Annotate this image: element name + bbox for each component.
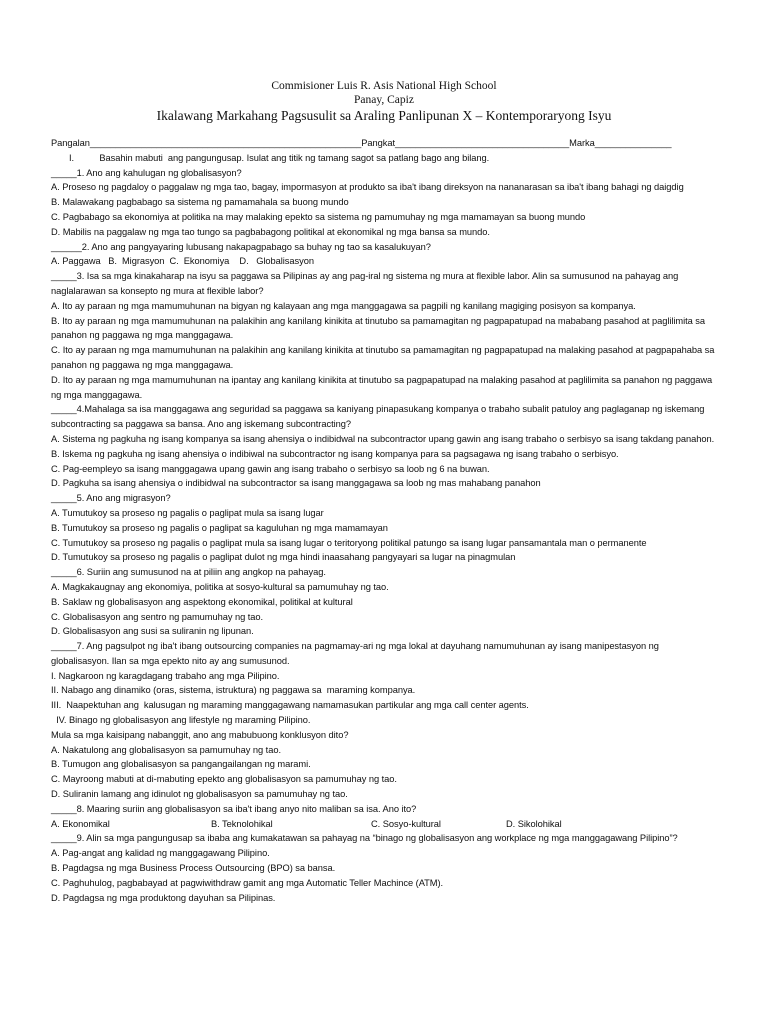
form-fields-row xyxy=(51,136,717,151)
choices-2: A. Paggawa B. Migrasyon C. Ekonomiya D. Globalisasyon xyxy=(51,256,314,267)
choice-9c: C. Paghuhulog, pagbabayad at pagwiwithdraw gamit ang mga Automatic Teller Machince (ATM). xyxy=(51,877,444,888)
question-7: _____7. Ang pagsulpot ng iba't ibang outsourcing companies na pagmamay-ari ng mga lokal at dayuhang namumuhunan ay isang manipestasyon ng globalisasyon. Ilan sa mga epekto nito ay ang sumusunod. xyxy=(51,641,659,666)
section-blank[interactable]: __________________________________ xyxy=(395,138,570,148)
choice-5b: B. Tumutukoy sa proseso ng pagalis o paglipat sa kaguluhan ng mga mamamayan xyxy=(51,522,388,533)
choice-3c: C. Ito ay paraan ng mga mamumuhunan na palakihin ang kanilang kinikita at tinutubo sa pamamagitan ng pagpapatupad na malaking pasahod at pagpapahaba sa panahon ng paggawa ng mga manggagawa. xyxy=(51,345,715,370)
school-location: Panay, Capiz xyxy=(354,94,414,106)
question-5: _____5. Ano ang migrasyon? xyxy=(51,493,171,504)
choice-8a: A. Ekonomikal xyxy=(51,818,110,829)
choice-8b: B. Teknolohikal xyxy=(211,818,273,829)
choice-9a: A. Pag-angat ang kalidad ng manggagawang Pilipino. xyxy=(51,848,270,859)
question-2: ______2. Ano ang pangyayaring lubusang nakapagpabago sa buhay ng tao sa kasalukuyan? xyxy=(51,241,431,252)
exam-body xyxy=(51,136,717,905)
question-3: _____3. Isa sa mga kinakaharap na isyu sa paggawa sa Pilipinas ay ang pag-iral ng sistema ng mura at flexible labor. Alin sa sumusunod na pahayag ang naglalarawan sa konsepto ng mura at flexible labor? xyxy=(51,271,679,296)
choice-7b: B. Tumugon ang globalisasyon sa pangangailangan ng marami. xyxy=(51,759,311,770)
choice-9b: B. Pagdagsa ng mga Business Process Outsourcing (BPO) sa bansa. xyxy=(51,863,336,874)
school-name: Commisioner Luis R. Asis National High School xyxy=(271,80,497,92)
question-8: _____8. Maaring suriin ang globalisasyon sa iba't ibang anyo nito maliban sa isa. Ano ito? xyxy=(51,803,417,814)
choice-5d: D. Tumutukoy sa proseso ng pagalis o paglipat dulot ng mga hindi inaasahang pangyayari sa lugar na pinagmulan xyxy=(51,552,516,563)
section-label: Pangkat xyxy=(361,138,396,148)
choice-7d: D. Suliranin lamang ang idinulot ng globalisasyon sa pamumuhay ng tao. xyxy=(51,789,348,800)
choice-1a: A. Proseso ng pagdaloy o paggalaw ng mga tao, bagay, impormasyon at produkto sa iba't ibang direksyon na nananarasan sa iba't ibang bahagi ng daigdig xyxy=(51,182,684,193)
question-4: _____4.Mahalaga sa isa manggagawa ang seguridad sa paggawa sa kaniyang pinapasukang kompanya o trabaho subalit patuloy ang paglaganap ng iskemang subcontracting sa paggawa sa bansa. Ano ang iskemang subcontracting? xyxy=(51,404,705,430)
choice-1d: D. Mabilis na paggalaw ng mga tao tungo sa pagbabagong politikal at ekonomikal ng mga bansa sa mundo. xyxy=(51,226,490,237)
question-7-prompt: Mula sa mga kaisipang nabanggit, ano ang mabubuong konklusyon dito? xyxy=(51,729,349,740)
question-6: _____6. Suriin ang sumusunod na at piliin ang angkop na pahayag. xyxy=(51,567,326,578)
choice-8d: D. Sikolohikal xyxy=(506,818,562,829)
choice-1c: C. Pagbabago sa ekonomiya at politika na may malaking epekto sa sistema ng pamumuhay ng mga mamamayan sa buong mundo xyxy=(51,211,586,222)
statement-7-iv: IV. Binago ng globalisasyon ang lifestyle ng maraming Pilipino. xyxy=(51,715,311,726)
choice-6a: A. Magkakaugnay ang ekonomiya, politika at sosyo-kultural sa pamumuhay ng tao. xyxy=(51,581,389,592)
score-label: Marka xyxy=(569,138,595,148)
question-1: _____1. Ano ang kahulugan ng globalisasyon? xyxy=(51,167,242,178)
choice-3b: B. Ito ay paraan ng mga mamumuhunan na palakihin ang kanilang kinikita at tinutubo sa pamamagitan ng pagpapatupad na mababang pasahod at paglilimita sa panahon ng paggawa ng mga manggagawa. xyxy=(51,315,706,341)
choice-8c: C. Sosyo-kultural xyxy=(371,818,441,829)
choice-5a: A. Tumutukoy sa proseso ng pagalis o paglipat mula sa isang lugar xyxy=(51,507,324,518)
choices-8 xyxy=(51,817,717,832)
statement-7-iii: III. Naapektuhan ang kalusugan ng maraming manggagawang namamasukan partikular ang mga call center agents. xyxy=(51,700,529,711)
statement-7-ii: II. Nabago ang dinamiko (oras, sistema, istruktura) ng paggawa sa maraming kompanya. xyxy=(51,685,416,696)
choice-7c: C. Mayroong mabuti at di-mabuting epekto ang globalisasyon sa pamumuhay ng tao. xyxy=(51,774,397,785)
choice-6c: C. Globalisasyon ang sentro ng pamumuhay ng tao. xyxy=(51,611,264,622)
choice-1b: B. Malawakang pagbabago sa sistema ng pamamahala sa buong mundo xyxy=(51,197,349,208)
choice-5c: C. Tumutukoy sa proseso ng pagalis o paglipat mula sa isang lugar o teritoryong politikal patungo sa isang lugar pansamantala man o permanente xyxy=(51,537,647,548)
choice-6d: D. Globalisasyon ang susi sa suliranin ng lipunan. xyxy=(51,626,254,637)
choice-6b: B. Saklaw ng globalisasyon ang aspektong ekonomikal, politikal at kultural xyxy=(51,596,353,607)
choice-4c: C. Pag-eempleyo sa isang manggagawa upang gawin ang isang trabaho o serbisyo sa loob ng 6 na buwan. xyxy=(51,463,490,474)
name-blank[interactable]: _____________________________________________________ xyxy=(89,138,362,148)
choice-9d: D. Pagdagsa ng mga produktong dayuhan sa Pilipinas. xyxy=(51,892,276,903)
name-label: Pangalan xyxy=(51,138,90,148)
question-9: _____9. Alin sa mga pangungusap sa ibaba ang kumakatawan sa pahayag na “binago ng globalisasyon ang workplace ng mga manggagawang Pilipino”? xyxy=(51,833,678,844)
statement-7-i: I. Nagkaroon ng karagdagang trabaho ang mga Pilipino. xyxy=(51,670,280,681)
choice-3a: A. Ito ay paraan ng mga mamumuhunan na bigyan ng kalayaan ang mga manggagawa sa pagpili ng kanilang magiging posisyon sa kompanya. xyxy=(51,300,636,311)
instructions: I. Basahin mabuti ang pangungusap. Isulat ang titik ng tamang sagot sa patlang bago ang bilang. xyxy=(69,152,490,163)
choice-7a: A. Nakatulong ang globalisasyon sa pamumuhay ng tao. xyxy=(51,744,281,755)
score-blank[interactable]: _______________ xyxy=(594,138,672,148)
choice-3d: D. Ito ay paraan ng mga mamumuhunan na ipantay ang kanilang kinikita at tinutubo sa pagpapatupad na malaking pasahod at paglilimita sa panahon ng paggawa ng mga manggagawa. xyxy=(51,374,713,400)
choice-4b: B. Iskema ng pagkuha ng isang ahensiya o indibiwal na subcontractor ng isang kompanya para sa pagsagawa ng isang trabaho o serbisyo. xyxy=(51,448,619,459)
choice-4d: D. Pagkuha sa isang ahensiya o indibidwal na subcontractor sa isang manggagawa sa loob ng mas mahabang panahon xyxy=(51,478,541,489)
choice-4a: A. Sistema ng pagkuha ng isang kompanya sa isang ahensiya o indibidwal na subcontractor upang gawin ang isang trabaho o serbisyo sa isang takdang panahon. xyxy=(51,433,715,444)
exam-title: Ikalawang Markahang Pagsusulit sa Araling Panlipunan X – Kontemporaryong Isyu xyxy=(156,108,612,123)
